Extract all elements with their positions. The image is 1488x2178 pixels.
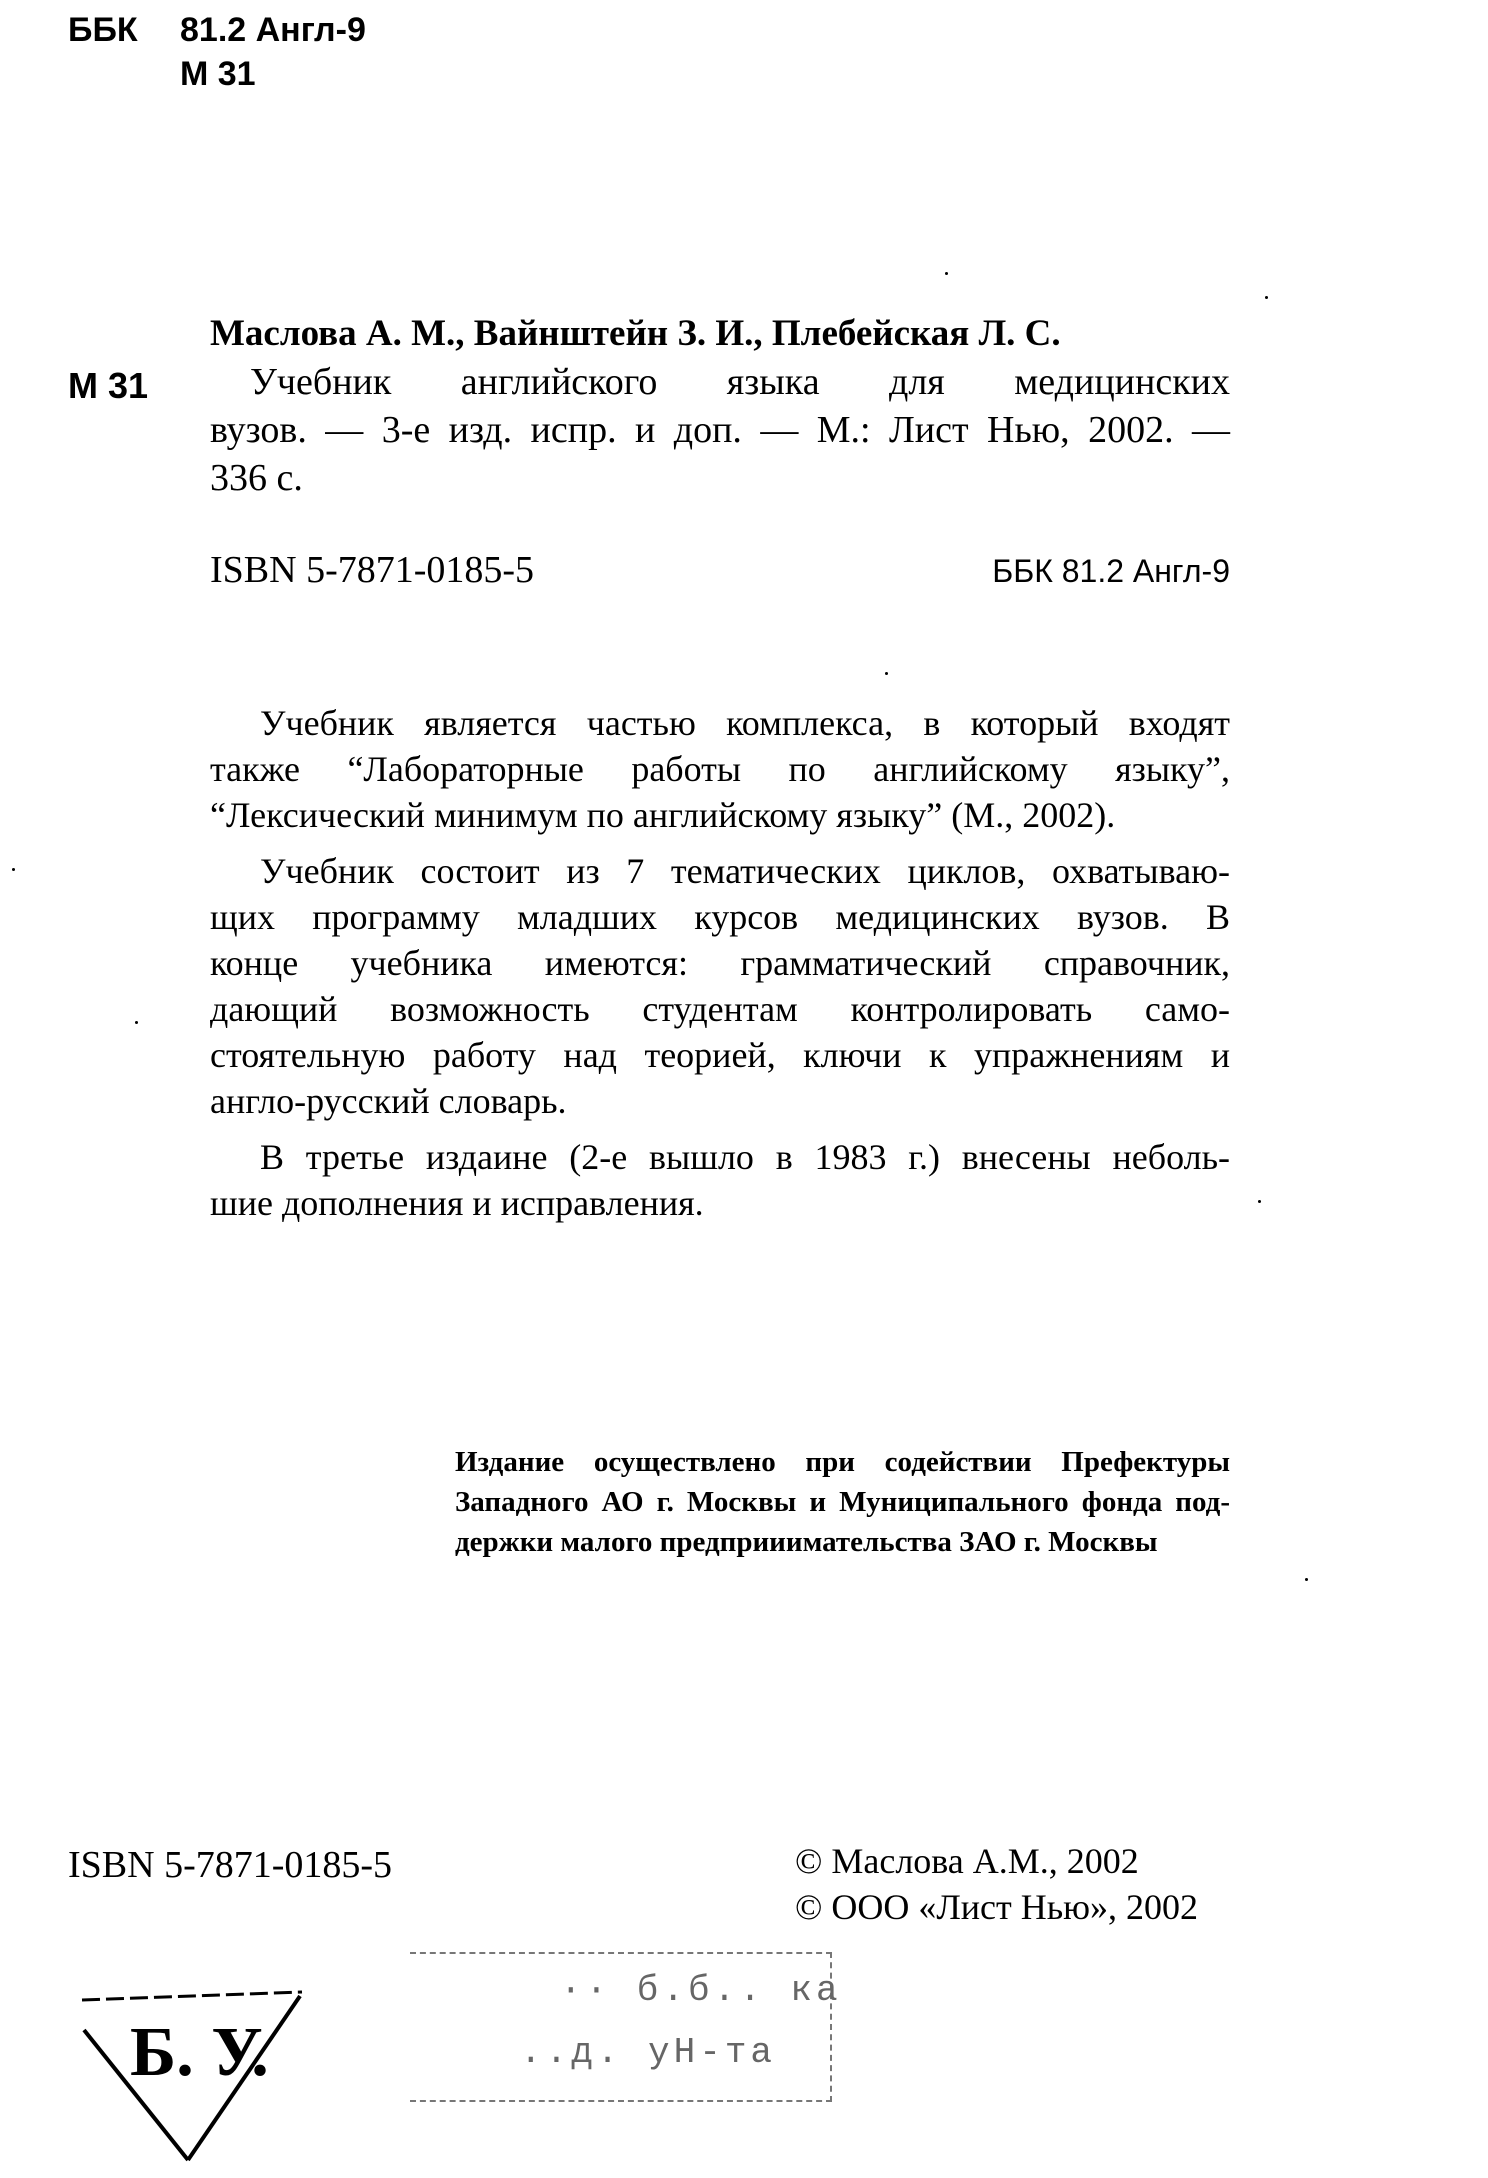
isbn-footer: ISBN 5-7871-0185-5 bbox=[68, 1844, 393, 1886]
scan-speck bbox=[12, 868, 15, 871]
annot-p1-l1: Учебник является частью комплекса, в который входят bbox=[260, 703, 1230, 743]
stamp-text-2: ..д. уН-та bbox=[520, 2032, 777, 2073]
library-stamp-logo bbox=[70, 1960, 310, 2170]
stamp-logo-text: Б. У. bbox=[130, 2014, 269, 2091]
note-line-1: Издание осуществлено при содействии Префектуры bbox=[455, 1446, 1230, 1478]
bibliographic-entry bbox=[210, 310, 1230, 502]
funding-note bbox=[455, 1442, 1230, 1562]
author-mark: М 31 bbox=[68, 365, 149, 406]
library-stamp-box bbox=[410, 1952, 842, 2102]
scan-speck bbox=[1258, 1200, 1261, 1203]
isbn: ISBN 5-7871-0185-5 bbox=[210, 549, 535, 591]
annot-p1-l2: также “Лабораторные работы по английскому языку”, bbox=[210, 749, 1230, 789]
annot-p1-l3: “Лексический минимум по английскому языку” (М., 2002). bbox=[210, 795, 1116, 835]
authors: Маслова А. М., Вайнштейн З. И., Плебейская Л. С. bbox=[210, 313, 1061, 354]
bib-line-3: 336 с. bbox=[210, 457, 303, 499]
annot-p3-l1: В третье издаине (2-е вышло в 1983 г.) внесены неболь- bbox=[260, 1137, 1230, 1177]
annot-p2-l4: дающий возможность студентам контролировать само- bbox=[210, 989, 1230, 1029]
annot-p2-l5: стоятельную работу над теорией, ключи к упражнениям и bbox=[210, 1035, 1230, 1075]
scan-speck bbox=[135, 1021, 138, 1024]
scan-speck bbox=[945, 272, 948, 275]
stamp-text-1: ·· б.б.. ка bbox=[560, 1970, 842, 2011]
bib-line-1: Учебник английского языка для медицинских bbox=[250, 361, 1230, 403]
copyright-block bbox=[795, 1838, 1198, 1930]
annot-p2-l3: конце учебника имеются: грамматический справочник, bbox=[210, 943, 1230, 983]
annot-p2-l6: англо-русский словарь. bbox=[210, 1081, 567, 1121]
scan-speck bbox=[1265, 296, 1268, 299]
bbk-label: ББК bbox=[68, 11, 138, 49]
scan-speck bbox=[1305, 1578, 1308, 1581]
copyright-line-2: © ООО «Лист Нью», 2002 bbox=[795, 1887, 1199, 1927]
bib-line-2: вузов. — 3-е изд. испр. и доп. — М.: Лист Нью, 2002. — bbox=[210, 409, 1230, 451]
annotation bbox=[210, 700, 1230, 1226]
note-line-3: держки малого предприиимательства ЗАО г. Москвы bbox=[455, 1526, 1158, 1558]
bbk-value: 81.2 Англ-9 bbox=[180, 11, 366, 49]
annot-p2-l2: щих программу младших курсов медицинских вузов. В bbox=[210, 897, 1230, 937]
annot-p2-l1: Учебник состоит из 7 тематических циклов, охватываю- bbox=[260, 851, 1230, 891]
author-mark-top: М 31 bbox=[180, 55, 256, 93]
annot-p3-l2: шие дополнения и исправления. bbox=[210, 1183, 704, 1223]
bbk-code-block bbox=[68, 8, 366, 96]
bbk-secondary: ББК 81.2 Англ-9 bbox=[992, 553, 1230, 589]
copyright-line-1: © Маслова А.М., 2002 bbox=[795, 1841, 1139, 1881]
isbn-row bbox=[210, 548, 1230, 592]
scan-speck bbox=[885, 672, 888, 675]
note-line-2: Западного АО г. Москвы и Муниципального фонда под- bbox=[455, 1486, 1230, 1518]
